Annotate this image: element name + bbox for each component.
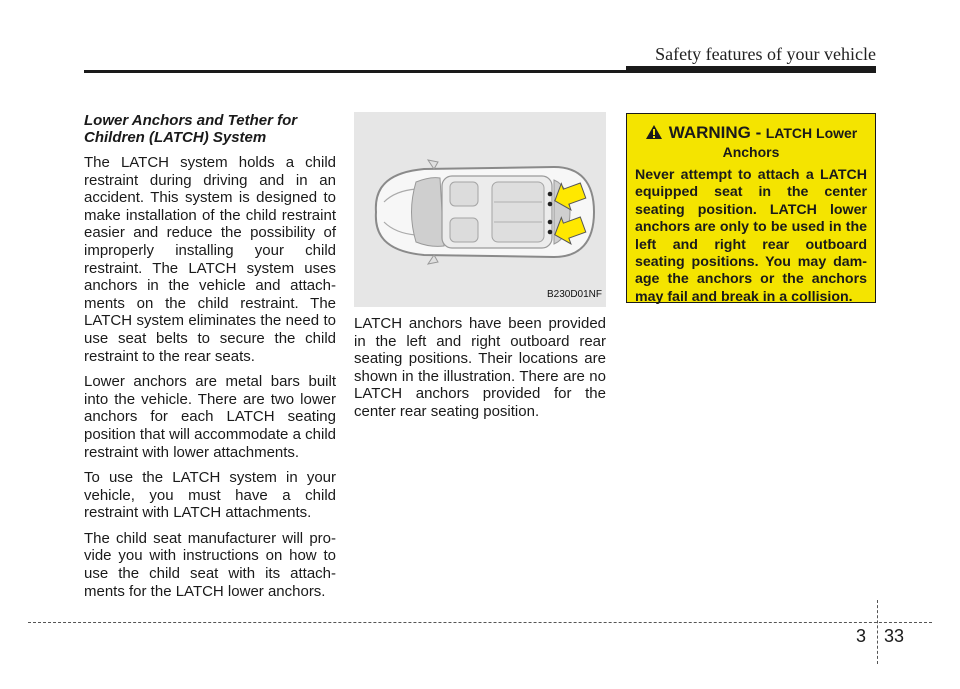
warning-subject-line2: Anchors — [722, 144, 780, 160]
paragraph: Lower anchors are metal bars built into the vehicle. There are two lower anchors for each LATCH seating position that will accommodate a child restraint with lower attachments. — [84, 373, 336, 461]
warning-header — [635, 124, 867, 161]
paragraph: To use the LATCH system in your vehicle, you must have a child restraint with LATCH attachments. — [84, 469, 336, 522]
chapter-number: 3 — [856, 626, 867, 646]
warning-body: Never attempt to attach a LATCH equipped seat in the center seating position. LATCH lower anchors are only to be used in the left and right rear outboard seating positions. You may dam- age the anchors or the anchors may fail and break in a collision. — [635, 167, 867, 305]
figure-caption: B230D01NF — [546, 289, 602, 301]
warning-triangle-icon — [645, 124, 663, 144]
paragraph: The LATCH system holds a child restraint during driving and in an accident. This system is designed to make installation of the child restraint easier and reduce the possibility of improperly installing your child restraint. The LATCH system uses anchors in the vehicle and attach- ments on the child restraint. The LATCH system eliminates the need to use seat belts to secure the child restraint to the rear seats. — [84, 154, 336, 365]
warning-label: WARNING - — [668, 123, 762, 142]
car-top-view-figure — [354, 112, 606, 307]
middle-column — [354, 112, 606, 429]
page-number-divider — [877, 600, 878, 664]
header-rule — [84, 70, 876, 73]
car-illustration — [354, 112, 606, 307]
left-column — [84, 112, 336, 608]
header-title: Safety features of your vehicle — [655, 44, 876, 64]
page-number: 33 — [884, 626, 905, 646]
footer-rule — [28, 622, 932, 623]
warning-box — [626, 113, 876, 303]
warning-subject-line1: LATCH Lower — [765, 125, 858, 141]
paragraph: The child seat manufacturer will pro- vide you with instructions on how to use the child seat with its attach- ments for the LATCH lower anchors. — [84, 529, 336, 600]
section-heading: Lower Anchors and Tether for Children (LATCH) System — [84, 112, 298, 146]
paragraph: LATCH anchors have been provided in the left and right outboard rear seating positions. Their locations are shown in the illustration. There are no LATCH anchors provided for the center rear seating position. — [354, 315, 606, 420]
